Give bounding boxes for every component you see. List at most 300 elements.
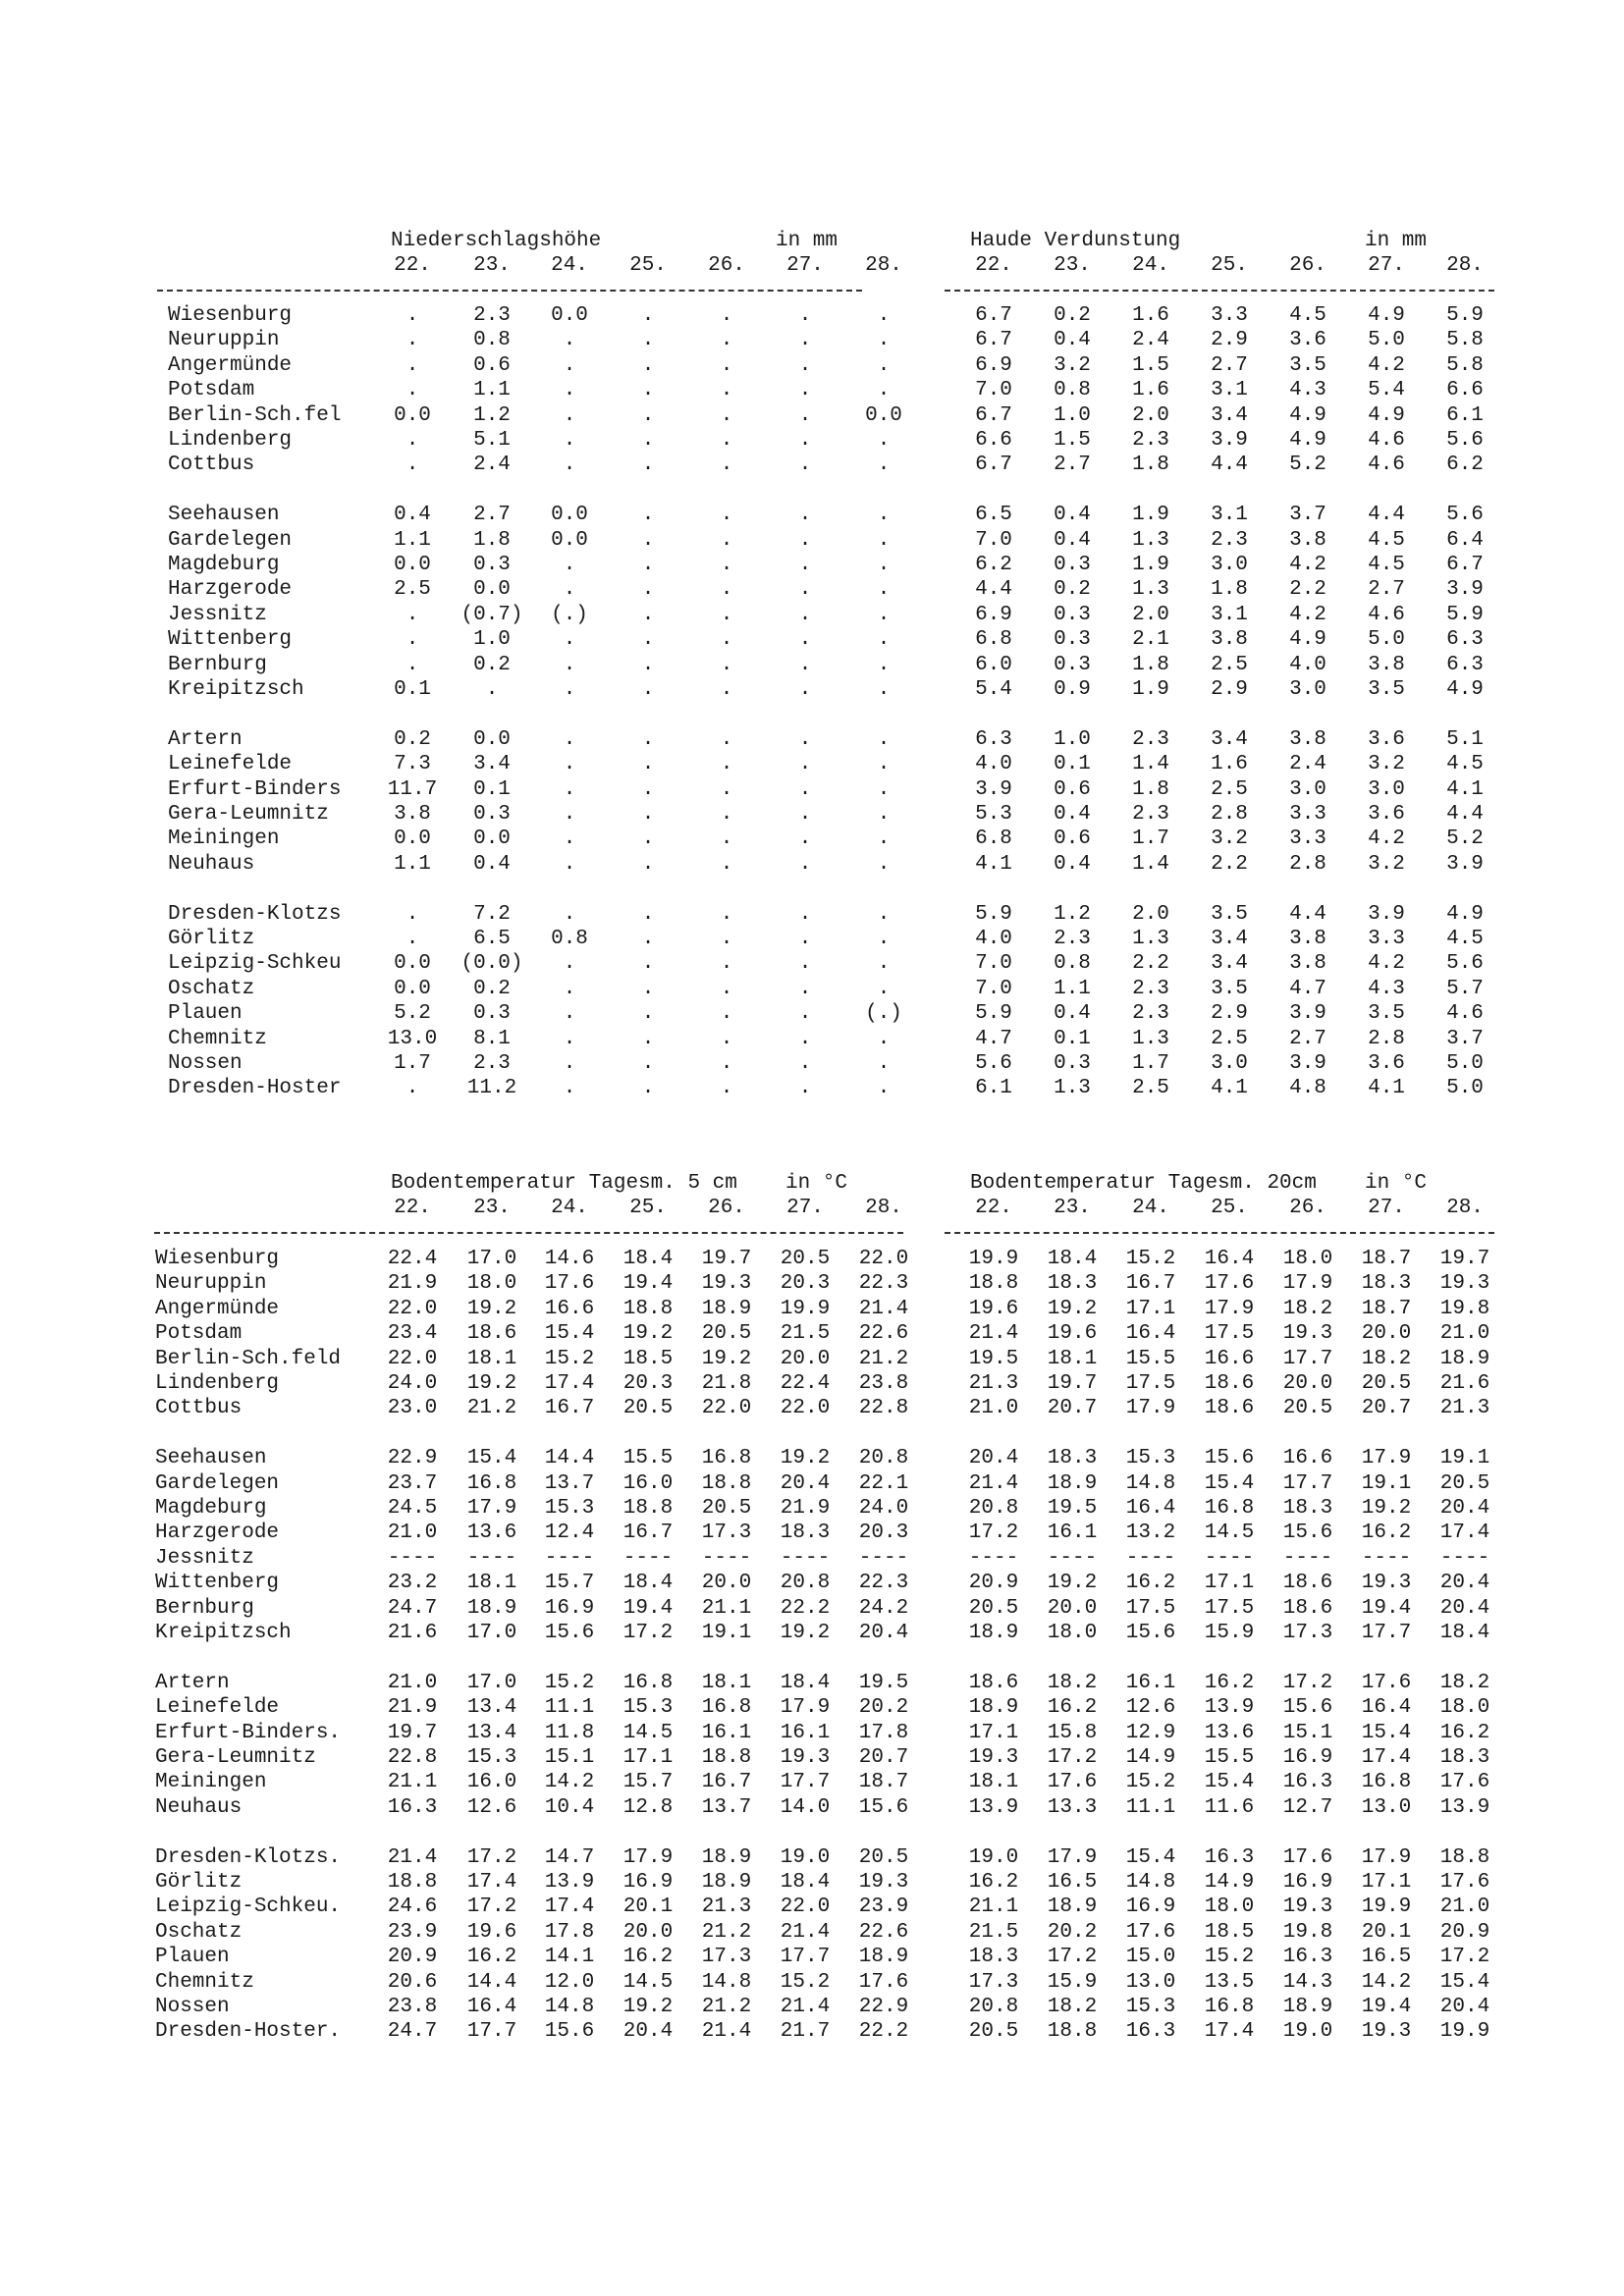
table-cell: 16.2 bbox=[623, 1946, 674, 1969]
table-cell: 4.2 bbox=[1368, 353, 1405, 377]
table-cell: 6.2 bbox=[975, 554, 1012, 576]
table-cell: 3.4 bbox=[473, 753, 511, 776]
table-cell: . bbox=[406, 603, 419, 626]
table-cell: ---- bbox=[466, 1546, 517, 1570]
table-cell: 16.3 bbox=[1282, 1946, 1333, 1969]
station-name: Bernburg bbox=[155, 1596, 254, 1620]
table-cell: 2.3 bbox=[1054, 928, 1091, 950]
station-name: Lindenberg bbox=[168, 429, 293, 452]
table-cell: 1.7 bbox=[1132, 828, 1169, 851]
table-cell: 18.9 bbox=[701, 1845, 752, 1869]
table-cell: 1.1 bbox=[1054, 977, 1091, 1000]
table-cell: 18.8 bbox=[623, 1497, 674, 1520]
table-cell: 0.8 bbox=[1054, 952, 1091, 976]
table-cell: 3.8 bbox=[1289, 727, 1326, 751]
table-cell: . bbox=[720, 1027, 733, 1050]
table-cell: 0.0 bbox=[394, 403, 431, 427]
table-cell: 24.6 bbox=[387, 1896, 438, 1919]
table-cell: 3.9 bbox=[1289, 1002, 1326, 1026]
table-cell: 5.0 bbox=[1368, 329, 1405, 352]
table-cell: 21.4 bbox=[968, 1322, 1019, 1346]
table-cell: 2.9 bbox=[1211, 1002, 1248, 1026]
table-cell: 0.0 bbox=[551, 504, 588, 527]
table-cell: 19.2 bbox=[1361, 1497, 1412, 1520]
station-name: Kreipitzsch bbox=[155, 1622, 292, 1644]
table-cell: . bbox=[720, 803, 733, 826]
table-cell: 15.2 bbox=[544, 1347, 595, 1370]
table-cell: 18.4 bbox=[780, 1871, 831, 1894]
table-cell: 17.0 bbox=[466, 1622, 517, 1644]
table-cell: 2.0 bbox=[1132, 603, 1169, 626]
table-cell: . bbox=[641, 1077, 655, 1100]
table-cell: 0.1 bbox=[1054, 753, 1091, 776]
station-name: Potsdam bbox=[168, 379, 255, 402]
table-cell: 22.0 bbox=[780, 1397, 831, 1420]
table-cell: . bbox=[720, 304, 733, 327]
table-cell: 4.6 bbox=[1368, 429, 1405, 452]
table-cell: 15.3 bbox=[1125, 1447, 1176, 1470]
table-cell: 13.9 bbox=[544, 1871, 595, 1894]
table-cell: 19.7 bbox=[1439, 1248, 1490, 1270]
table-cell: . bbox=[798, 403, 812, 427]
table-cell: 16.1 bbox=[780, 1721, 831, 1744]
table-cell: 2.4 bbox=[1132, 329, 1169, 352]
day-header: 23. bbox=[473, 1197, 511, 1219]
table-cell: 2.0 bbox=[1132, 403, 1169, 427]
table-cell: 21.0 bbox=[1439, 1322, 1490, 1346]
table-cell: 17.2 bbox=[1282, 1671, 1333, 1694]
table-cell: 16.6 bbox=[1282, 1447, 1333, 1470]
table-cell: 4.4 bbox=[1368, 504, 1405, 527]
table-cell: 4.9 bbox=[1446, 902, 1484, 926]
table-cell: 4.4 bbox=[1211, 454, 1248, 477]
table-cell: 13.0 bbox=[1361, 1795, 1412, 1819]
table-cell: . bbox=[877, 727, 891, 751]
table-cell: 15.5 bbox=[1125, 1347, 1176, 1370]
table-cell: 1.5 bbox=[1054, 429, 1091, 452]
table-cell: 18.3 bbox=[1047, 1272, 1098, 1296]
table-cell: 5.6 bbox=[1446, 952, 1484, 976]
table-cell: 0.6 bbox=[1054, 777, 1091, 801]
table-cell: 17.7 bbox=[1361, 1622, 1412, 1644]
table-cell: 18.1 bbox=[466, 1347, 517, 1370]
table-cell: 5.4 bbox=[975, 678, 1012, 701]
table-cell: 17.5 bbox=[1204, 1322, 1255, 1346]
table-cell: . bbox=[798, 329, 812, 352]
table-cell: 17.2 bbox=[1047, 1946, 1098, 1969]
table-cell: 18.9 bbox=[968, 1622, 1019, 1644]
station-name: Görlitz bbox=[168, 928, 255, 950]
table-cell: 1.3 bbox=[1132, 1027, 1169, 1050]
table-cell: . bbox=[798, 678, 812, 701]
table-cell: 0.2 bbox=[1054, 304, 1091, 327]
table-cell: 3.2 bbox=[1368, 753, 1405, 776]
table-cell: 16.4 bbox=[1361, 1696, 1412, 1720]
table-cell: 2.3 bbox=[473, 304, 511, 327]
table-cell: 2.7 bbox=[1211, 353, 1248, 377]
table-cell: 3.9 bbox=[1446, 578, 1484, 602]
station-name: Wittenberg bbox=[155, 1572, 280, 1595]
table-cell: 15.5 bbox=[1204, 1746, 1255, 1769]
table-cell: . bbox=[641, 403, 655, 427]
table-cell: 5.9 bbox=[975, 1002, 1012, 1026]
table-cell: 20.5 bbox=[1361, 1372, 1412, 1395]
table-cell: 19.6 bbox=[968, 1297, 1019, 1320]
day-header: 25. bbox=[629, 1197, 667, 1219]
table-cell: 13.9 bbox=[968, 1795, 1019, 1819]
table-cell: . bbox=[406, 454, 419, 477]
station-name: Dresden-Klotzs. bbox=[155, 1845, 342, 1869]
table-cell: 4.7 bbox=[1289, 977, 1326, 1000]
table-cell: 5.0 bbox=[1446, 1052, 1484, 1075]
evap-unit: in mm bbox=[1365, 230, 1428, 252]
station-name: Gardelegen bbox=[155, 1471, 280, 1495]
station-name: Nossen bbox=[168, 1052, 243, 1075]
table-cell: 18.2 bbox=[1361, 1347, 1412, 1370]
table-cell: . bbox=[720, 504, 733, 527]
table-cell: 20.4 bbox=[623, 2020, 674, 2044]
table-cell: 0.1 bbox=[473, 777, 511, 801]
table-cell: 18.9 bbox=[968, 1696, 1019, 1720]
table-cell: 0.3 bbox=[1054, 603, 1091, 626]
table-cell: 2.8 bbox=[1211, 803, 1248, 826]
table-cell: 20.3 bbox=[858, 1522, 909, 1545]
table-cell: 22.6 bbox=[858, 1322, 909, 1346]
station-name: Cottbus bbox=[168, 454, 255, 477]
table-cell: 6.9 bbox=[975, 353, 1012, 377]
station-name: Chemnitz bbox=[168, 1027, 267, 1050]
table-cell: 12.8 bbox=[623, 1795, 674, 1819]
table-cell: . bbox=[798, 1052, 812, 1075]
table-cell: 21.8 bbox=[701, 1372, 752, 1395]
table-cell: ---- bbox=[387, 1546, 438, 1570]
table-cell: . bbox=[720, 902, 733, 926]
day-header: 23. bbox=[473, 254, 511, 277]
table-cell: . bbox=[877, 353, 891, 377]
table-cell: 18.3 bbox=[968, 1946, 1019, 1969]
table-cell: 16.4 bbox=[1125, 1322, 1176, 1346]
table-cell: 6.3 bbox=[975, 727, 1012, 751]
table-cell: ---- bbox=[1204, 1546, 1255, 1570]
table-cell: . bbox=[485, 678, 499, 701]
table-cell: . bbox=[798, 353, 812, 377]
table-cell: . bbox=[563, 828, 576, 851]
table-cell: 0.1 bbox=[1054, 1027, 1091, 1050]
table-cell: 18.5 bbox=[623, 1347, 674, 1370]
table-cell: 4.8 bbox=[1289, 1077, 1326, 1100]
table-cell: 0.1 bbox=[394, 678, 431, 701]
table-cell: 17.9 bbox=[1282, 1272, 1333, 1296]
table-cell: ---- bbox=[544, 1546, 595, 1570]
table-cell: 2.7 bbox=[473, 504, 511, 527]
table-cell: 20.2 bbox=[858, 1696, 909, 1720]
table-cell: 15.4 bbox=[1361, 1721, 1412, 1744]
table-cell: 16.7 bbox=[701, 1771, 752, 1794]
table-cell: 17.6 bbox=[1439, 1771, 1490, 1794]
table-cell: 4.1 bbox=[1446, 777, 1484, 801]
table-cell: 18.4 bbox=[780, 1671, 831, 1694]
table-cell: 3.9 bbox=[1289, 1052, 1326, 1075]
table-cell: 16.4 bbox=[1125, 1497, 1176, 1520]
table-cell: 16.2 bbox=[968, 1871, 1019, 1894]
table-cell: 1.2 bbox=[1054, 902, 1091, 926]
table-cell: 3.8 bbox=[1368, 653, 1405, 676]
station-name: Angermünde bbox=[168, 353, 293, 377]
table-cell: 16.6 bbox=[1204, 1347, 1255, 1370]
table-cell: 1.3 bbox=[1054, 1077, 1091, 1100]
table-cell: 3.3 bbox=[1289, 803, 1326, 826]
table-cell: 22.0 bbox=[701, 1397, 752, 1420]
table-cell: 17.3 bbox=[968, 1970, 1019, 1994]
table-cell: . bbox=[641, 379, 655, 402]
table-cell: 13.7 bbox=[701, 1795, 752, 1819]
table-cell: 23.2 bbox=[387, 1572, 438, 1595]
table-cell: 13.4 bbox=[466, 1696, 517, 1720]
table-cell: . bbox=[720, 429, 733, 452]
table-cell: 18.3 bbox=[1361, 1272, 1412, 1296]
table-cell: 19.2 bbox=[623, 1322, 674, 1346]
table-cell: 22.0 bbox=[387, 1347, 438, 1370]
table-cell: 20.7 bbox=[1047, 1397, 1098, 1420]
table-cell: . bbox=[798, 852, 812, 876]
table-cell: 0.0 bbox=[473, 727, 511, 751]
table-cell: . bbox=[798, 578, 812, 602]
table-cell: 3.8 bbox=[394, 803, 431, 826]
table-cell: . bbox=[641, 952, 655, 976]
table-cell: 15.4 bbox=[1204, 1471, 1255, 1495]
table-cell: 19.2 bbox=[780, 1447, 831, 1470]
table-cell: 4.6 bbox=[1368, 603, 1405, 626]
table-cell: . bbox=[641, 504, 655, 527]
table-cell: 21.0 bbox=[387, 1522, 438, 1545]
table-cell: . bbox=[720, 578, 733, 602]
table-cell: 20.4 bbox=[858, 1622, 909, 1644]
table-cell: 17.0 bbox=[466, 1248, 517, 1270]
table-cell: 2.2 bbox=[1289, 578, 1326, 602]
table-cell: 0.0 bbox=[394, 828, 431, 851]
table-cell: 22.4 bbox=[780, 1372, 831, 1395]
table-cell: 2.3 bbox=[1132, 429, 1169, 452]
table-cell: 16.9 bbox=[1282, 1746, 1333, 1769]
table-cell: 22.8 bbox=[858, 1397, 909, 1420]
table-cell: 19.6 bbox=[1047, 1322, 1098, 1346]
table-cell: 4.9 bbox=[1289, 628, 1326, 652]
table-cell: 20.7 bbox=[1361, 1397, 1412, 1420]
table-cell: . bbox=[563, 977, 576, 1000]
table-cell: 21.4 bbox=[780, 1996, 831, 2018]
table-cell: 4.7 bbox=[975, 1027, 1012, 1050]
table-cell: 17.9 bbox=[780, 1696, 831, 1720]
station-name: Harzgerode bbox=[168, 578, 293, 602]
table-cell: 6.6 bbox=[1446, 379, 1484, 402]
table-cell: 17.3 bbox=[1282, 1622, 1333, 1644]
table-cell: 20.0 bbox=[1047, 1596, 1098, 1620]
table-cell: 20.8 bbox=[968, 1497, 1019, 1520]
table-cell: 1.0 bbox=[1054, 727, 1091, 751]
table-cell: 16.0 bbox=[466, 1771, 517, 1794]
table-cell: 18.6 bbox=[968, 1671, 1019, 1694]
table-cell: 16.8 bbox=[466, 1471, 517, 1495]
table-cell: 16.8 bbox=[1361, 1771, 1412, 1794]
table-cell: 16.2 bbox=[1439, 1721, 1490, 1744]
table-cell: 18.0 bbox=[1282, 1248, 1333, 1270]
station-name: Dresden-Hoster. bbox=[155, 2020, 342, 2044]
station-name: Magdeburg bbox=[155, 1497, 267, 1520]
table-cell: 6.3 bbox=[1446, 628, 1484, 652]
table-cell: 5.0 bbox=[1368, 628, 1405, 652]
table-cell: 2.5 bbox=[1211, 653, 1248, 676]
table-cell: 22.0 bbox=[780, 1896, 831, 1919]
table-cell: 3.2 bbox=[1368, 852, 1405, 876]
table-cell: 14.9 bbox=[1125, 1746, 1176, 1769]
table-cell: 21.2 bbox=[701, 1920, 752, 1944]
table-cell: . bbox=[641, 429, 655, 452]
table-cell: 3.6 bbox=[1368, 727, 1405, 751]
table-cell: 14.8 bbox=[701, 1970, 752, 1994]
table-cell: 2.7 bbox=[1054, 454, 1091, 477]
table-cell: 1.3 bbox=[1132, 578, 1169, 602]
table-cell: 18.8 bbox=[701, 1746, 752, 1769]
table-cell: . bbox=[563, 628, 576, 652]
table-cell: 16.2 bbox=[1125, 1572, 1176, 1595]
table-cell: 3.1 bbox=[1211, 603, 1248, 626]
table-cell: 16.4 bbox=[466, 1996, 517, 2018]
table-cell: 1.8 bbox=[1211, 578, 1248, 602]
table-cell: 1.8 bbox=[1132, 653, 1169, 676]
table-cell: ---- bbox=[968, 1546, 1019, 1570]
table-cell: 23.8 bbox=[858, 1372, 909, 1395]
table-cell: 18.3 bbox=[780, 1522, 831, 1545]
table-cell: 3.0 bbox=[1289, 777, 1326, 801]
station-name: Berlin-Sch.fel bbox=[168, 403, 342, 427]
table-cell: 1.4 bbox=[1132, 753, 1169, 776]
table-cell: 17.3 bbox=[701, 1946, 752, 1969]
soil5-title: Bodentemperatur Tagesm. 5 cm bbox=[391, 1172, 737, 1195]
table-cell: 20.0 bbox=[1361, 1322, 1412, 1346]
table-cell: 5.2 bbox=[1446, 828, 1484, 851]
day-header: 23. bbox=[1054, 254, 1091, 277]
table-cell: . bbox=[406, 928, 419, 950]
table-cell: 4.6 bbox=[1368, 454, 1405, 477]
table-cell: 19.2 bbox=[780, 1622, 831, 1644]
station-name: Erfurt-Binders bbox=[168, 777, 342, 801]
table-cell: . bbox=[877, 977, 891, 1000]
table-cell: . bbox=[563, 379, 576, 402]
table-cell: 3.5 bbox=[1211, 902, 1248, 926]
table-cell: 0.2 bbox=[1054, 578, 1091, 602]
table-cell: 17.0 bbox=[466, 1671, 517, 1694]
table-cell: 17.1 bbox=[1361, 1871, 1412, 1894]
table-cell: 1.2 bbox=[473, 403, 511, 427]
table-cell: 3.8 bbox=[1289, 952, 1326, 976]
table-cell: 17.8 bbox=[544, 1920, 595, 1944]
table-cell: ---- bbox=[780, 1546, 831, 1570]
table-cell: 18.9 bbox=[1439, 1347, 1490, 1370]
station-name: Görlitz bbox=[155, 1871, 243, 1894]
table-cell: 19.4 bbox=[623, 1596, 674, 1620]
table-cell: 3.7 bbox=[1289, 504, 1326, 527]
station-name: Dresden-Klotzs bbox=[168, 902, 342, 926]
station-name: Jessnitz bbox=[168, 603, 267, 626]
table-cell: 3.9 bbox=[1368, 902, 1405, 926]
table-cell: . bbox=[798, 977, 812, 1000]
table-cell: 17.6 bbox=[1204, 1272, 1255, 1296]
table-cell: 0.3 bbox=[473, 554, 511, 576]
table-cell: . bbox=[720, 403, 733, 427]
table-cell: 18.5 bbox=[1204, 1920, 1255, 1944]
table-cell: . bbox=[877, 504, 891, 527]
table-cell: 20.3 bbox=[780, 1272, 831, 1296]
table-cell: . bbox=[563, 952, 576, 976]
station-name: Kreipitzsch bbox=[168, 678, 304, 701]
table-cell: . bbox=[563, 1002, 576, 1026]
table-cell: 16.8 bbox=[623, 1671, 674, 1694]
table-cell: 2.1 bbox=[1132, 628, 1169, 652]
table-cell: 21.3 bbox=[701, 1896, 752, 1919]
table-cell: 0.4 bbox=[1054, 852, 1091, 876]
day-header: 22. bbox=[394, 1197, 431, 1219]
station-name: Gardelegen bbox=[168, 528, 293, 552]
table-cell: 21.7 bbox=[780, 2020, 831, 2044]
table-cell: 17.2 bbox=[968, 1522, 1019, 1545]
table-cell: 21.4 bbox=[701, 2020, 752, 2044]
table-cell: 17.4 bbox=[1361, 1746, 1412, 1769]
table-cell: . bbox=[641, 727, 655, 751]
table-cell: 17.5 bbox=[1204, 1596, 1255, 1620]
table-cell: 17.9 bbox=[1047, 1845, 1098, 1869]
table-cell: 0.2 bbox=[394, 727, 431, 751]
table-cell: 3.3 bbox=[1368, 928, 1405, 950]
table-cell: (0.7) bbox=[460, 603, 523, 626]
soil20-title: Bodentemperatur Tagesm. 20cm bbox=[970, 1172, 1317, 1195]
table-cell: 18.9 bbox=[1282, 1996, 1333, 2018]
table-cell: 0.0 bbox=[473, 578, 511, 602]
table-cell: 2.5 bbox=[1211, 777, 1248, 801]
station-name: Wiesenburg bbox=[168, 304, 293, 327]
table-cell: 19.7 bbox=[1047, 1372, 1098, 1395]
table-cell: . bbox=[798, 952, 812, 976]
table-cell: 3.6 bbox=[1289, 329, 1326, 352]
table-cell: 15.9 bbox=[1204, 1622, 1255, 1644]
station-name: Magdeburg bbox=[168, 554, 280, 576]
table-cell: 0.9 bbox=[1054, 678, 1091, 701]
table-cell: ---- bbox=[1047, 1546, 1098, 1570]
table-cell: 3.0 bbox=[1368, 777, 1405, 801]
table-cell: 13.9 bbox=[1439, 1795, 1490, 1819]
table-cell: 18.8 bbox=[387, 1871, 438, 1894]
table-cell: 4.4 bbox=[1446, 803, 1484, 826]
table-cell: 13.6 bbox=[1204, 1721, 1255, 1744]
table-cell: 3.0 bbox=[1289, 678, 1326, 701]
table-cell: 19.2 bbox=[701, 1347, 752, 1370]
table-cell: 17.7 bbox=[1282, 1347, 1333, 1370]
table-cell: . bbox=[877, 628, 891, 652]
table-cell: 21.5 bbox=[968, 1920, 1019, 1944]
table-cell: . bbox=[877, 578, 891, 602]
table-cell: 5.6 bbox=[975, 1052, 1012, 1075]
table-cell: 6.7 bbox=[1446, 554, 1484, 576]
table-cell: 14.2 bbox=[1361, 1970, 1412, 1994]
table-cell: 17.4 bbox=[1204, 2020, 1255, 2044]
table-cell: 2.0 bbox=[1132, 902, 1169, 926]
table-cell: 1.1 bbox=[394, 528, 431, 552]
table-cell: 18.7 bbox=[858, 1771, 909, 1794]
table-cell: . bbox=[720, 379, 733, 402]
table-cell: 16.0 bbox=[623, 1471, 674, 1495]
table-cell: 2.3 bbox=[473, 1052, 511, 1075]
station-name: Dresden-Hoster bbox=[168, 1077, 342, 1100]
table-cell: 18.8 bbox=[968, 1272, 1019, 1296]
